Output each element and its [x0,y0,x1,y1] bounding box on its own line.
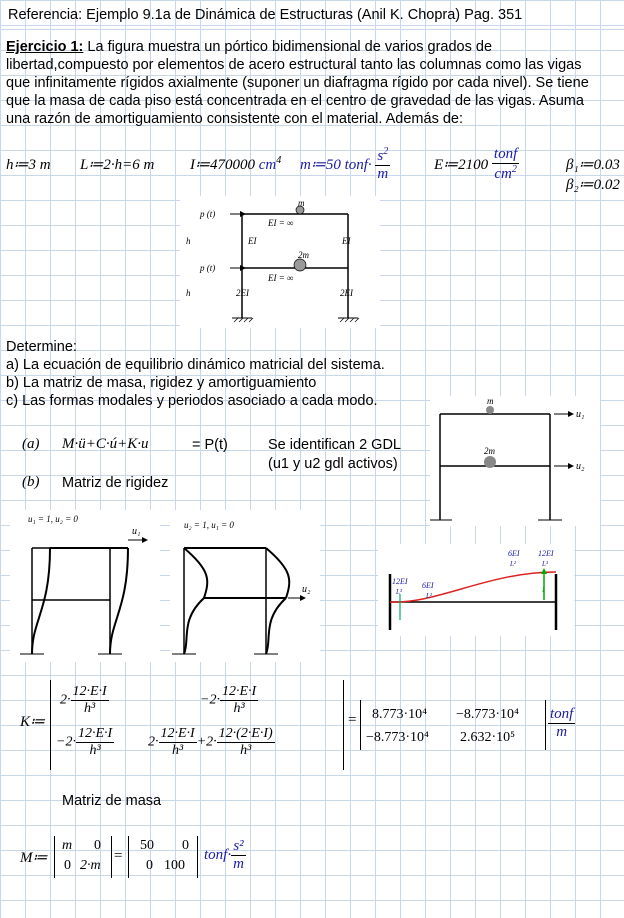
shape-u2-caption: u₂ = 1, u₁ = 0 [184,520,234,530]
divider [0,29,624,30]
determine-section [6,338,385,410]
exercise-line-3: que infinitamente rígidos axialmente (suponer un diafragma rígido por cada nivel). Se tiene [6,75,589,91]
param-E: E≔2100 tonf $cm^2$ [434,146,518,182]
beam-label-6ei-left-den: L² [426,592,432,600]
mass-unit: tonf· $\frac{\text{s²}}{m}$ [204,838,244,872]
beam-label-12ei-right-den: L³ [542,560,548,568]
exercise-statement [6,38,618,128]
m-num-11: 50 [140,838,154,853]
fig-ei-left-bot: 2EI [236,288,249,298]
exercise-line-1: La figura muestra un pórtico bidimensional de varios grados de [87,39,493,55]
shape-u1-caption: u₁ = 1, u₂ = 0 [28,514,78,524]
param-beta1: β₁≔0.03 [566,157,620,173]
beam-label-12ei-right: 12EI [538,549,554,558]
mass-lhs: M≔ [20,850,48,866]
fig-h-top: h [186,236,191,246]
beam-figure [378,544,574,636]
dof-figure [430,396,600,526]
param-I: I≔470000 $cm^4$ [190,155,282,173]
k22: 2· $\frac{12\cdot E\cdot I}{\text{h³}}$ +2· $\frac{12\cdot(2\cdot E\cdot I)}{\text{h³}}$ [148,726,273,758]
shape-u1-label: u₁ [132,526,141,537]
dof-u1: u₁ [576,409,585,420]
part-a-rhs: = P(t) [192,437,228,453]
determine-item-b: b) La matriz de masa, rigidez y amortiguamiento [6,375,317,391]
k-num-11: 8.773·10⁴ [372,707,428,722]
m-num-12: 0 [182,838,189,853]
stiffness-lhs: K≔ [20,714,46,730]
param-L: L≔2·h=6 m [80,157,155,173]
beam-label-12ei-left: 12EI [392,577,408,586]
dof-m-mid: 2m [484,446,495,456]
reference-line: Referencia: Ejemplo 9.1a de Dinámica de Estructuras (Anil K. Chopra) Pag. 351 [8,7,523,23]
beam-label-12ei-left-den: L³ [396,588,402,596]
fig-ei-right-bot: 2EI [340,288,353,298]
fig-ei-inf-top: EI = ∞ [268,218,294,228]
m-num-22: 100 [164,858,185,873]
shape-u2-label: u₂ [302,584,311,595]
beam-label-6ei-right: 6EI [508,549,520,558]
determine-item-a: a) La ecuación de equilibrio dinámico matricial del sistema. [6,357,385,373]
k-num-21: −8.773·10⁴ [366,730,429,745]
k-num-22: 2.632·10⁵ [460,730,516,745]
param-h: h≔3 m [6,157,51,173]
shape-figure-u2 [170,510,320,662]
dof-m-top: m [487,396,494,406]
m21: 0 [64,858,71,873]
fig-ei-inf-mid: EI = ∞ [268,273,294,283]
determine-title: Determine: [6,339,77,355]
k11: 2· $\frac{12\cdot E\cdot I}{\text{h³}}$ [60,684,107,716]
determine-item-c: c) Las formas modales y periodos asociado a cada modo. [6,393,378,409]
fig-p-top: p (t) [200,209,216,219]
part-b-label: (b) [22,474,40,490]
beam-center-label: I [542,585,545,594]
part-b-title: Matriz de rigidez [62,475,169,491]
param-beta2: β₂≔0.02 [566,177,620,193]
part-a-note-2: (u1 y u2 gdl activos) [268,456,398,472]
exercise-line-4: que la masa de cada piso está concentrada en el centro de gravedad de las vigas. Asuma [6,93,584,109]
m11: m [62,838,73,853]
fig-ei-left-top: EI [248,236,257,246]
mass-title: Matriz de masa [62,793,162,809]
k12: −2· $\frac{12\cdot E\cdot I}{\text{h³}}$ [200,684,257,716]
fig-m-top: m [298,198,305,208]
fig-h-bot: h [186,288,191,298]
m-num-21: 0 [146,858,153,873]
m22: 2·m [80,858,101,873]
frame-figure [180,196,380,328]
stiffness-unit: tonf m [550,706,574,740]
exercise-title: Ejercicio 1: [6,39,84,55]
beam-label-6ei-right-den: L² [510,560,516,568]
fig-m-mid: 2m [298,250,309,260]
k-num-12: −8.773·10⁴ [456,707,519,722]
part-a-equation: M·ü+C·ú+K·u [62,436,149,452]
exercise-line-5: una razón de amortiguamiento consistente con el material. Además de: [6,111,464,127]
fig-p-mid: p (t) [200,263,216,273]
mass-mid-node [294,259,306,271]
param-m: m≔50 tonf· $\frac{s^2}{m}$ [300,146,389,182]
k21: −2· $\frac{12\cdot E\cdot I}{\text{h³}}$ [56,726,113,758]
beam-label-6ei-left: 6EI [422,581,434,590]
shape-figure-u1 [10,510,160,662]
exercise-line-2: libertad,compuesto por elementos de acero estructural tanto las columnas como las vigas [6,57,582,73]
dof-u2: u₂ [576,461,585,472]
fig-ei-right-top: EI [342,236,351,246]
part-a-label: (a) [22,436,40,452]
part-a-note-1: Se identifican 2 GDL [268,437,401,453]
m12: 0 [94,838,101,853]
